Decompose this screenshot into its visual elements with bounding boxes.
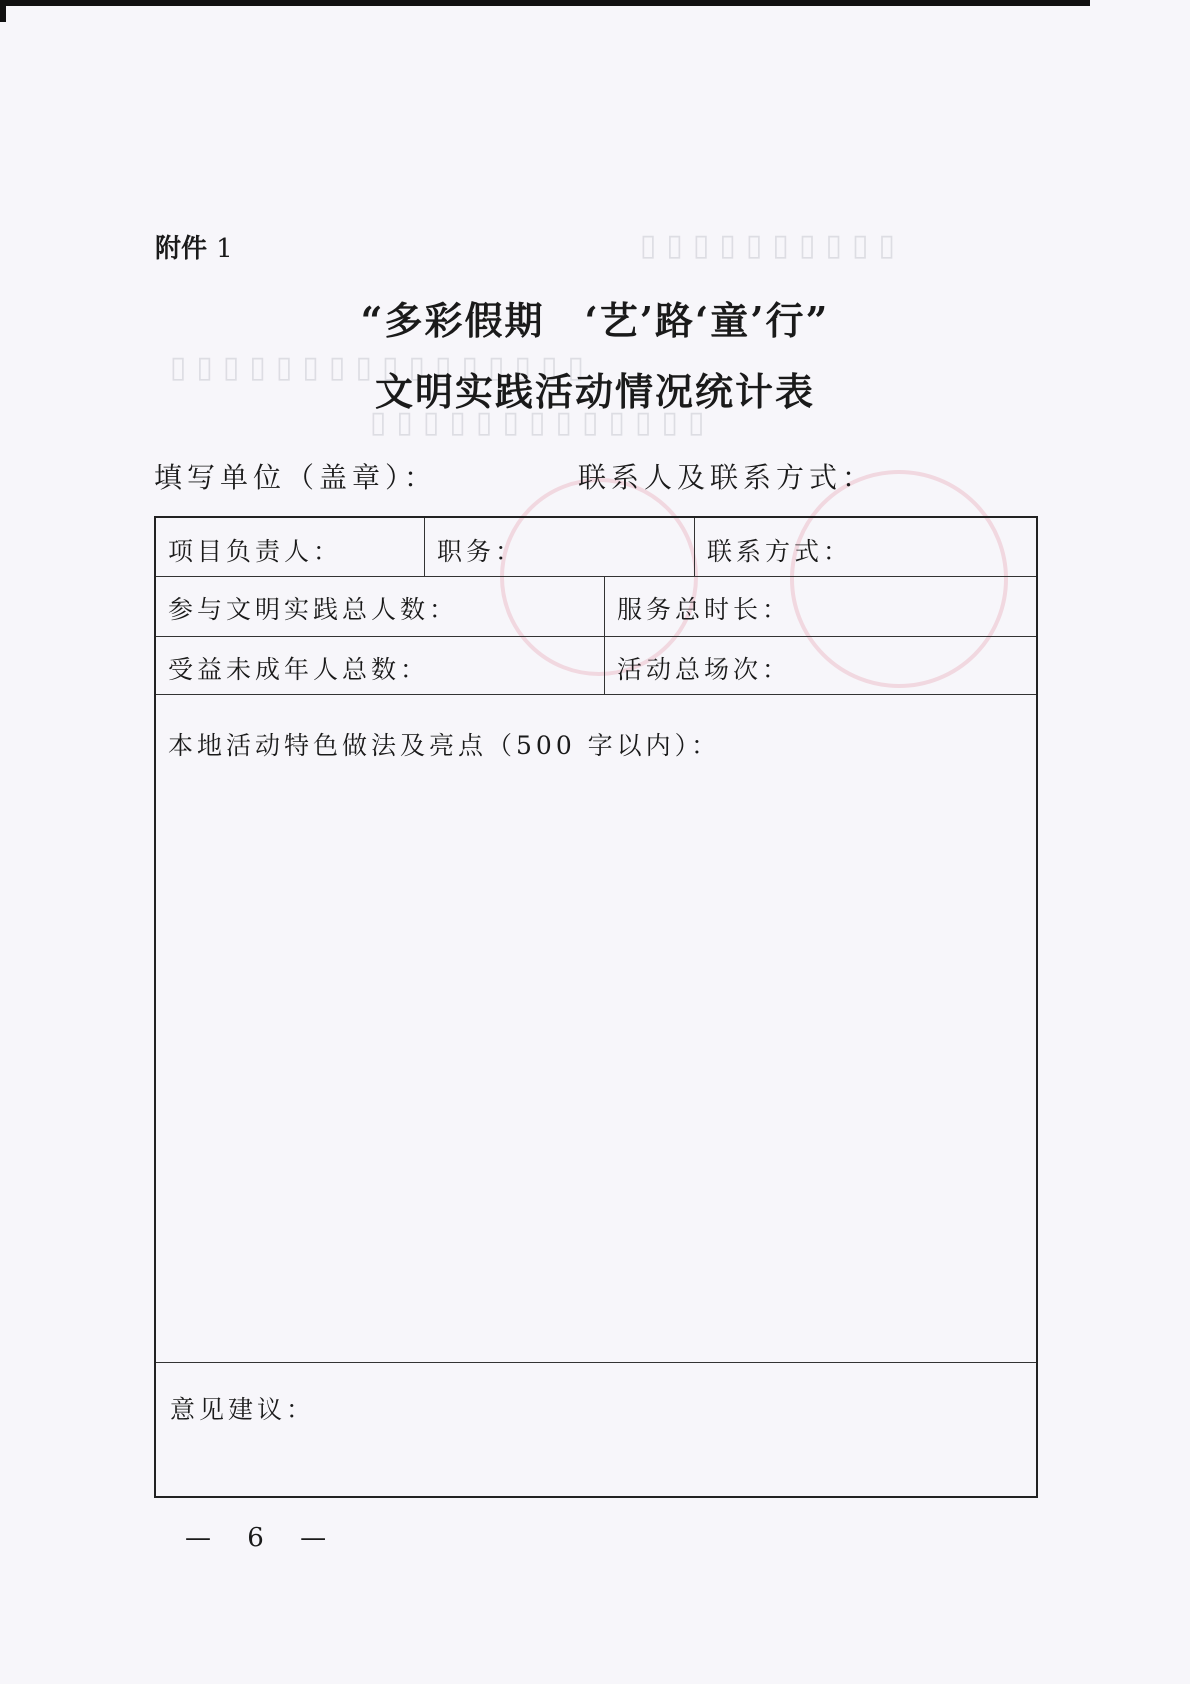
suggestions-label: 意见建议：	[170, 1395, 316, 1424]
table-row-lead	[156, 518, 1036, 577]
scan-edge-top	[0, 0, 1090, 6]
position-label: 职务：	[437, 537, 525, 566]
project-lead-cell[interactable]	[156, 518, 424, 576]
suggestions-cell[interactable]	[156, 1362, 1036, 1496]
contact-method-label: 联系方式：	[707, 537, 853, 566]
page-number: — 6 —	[185, 1523, 341, 1553]
features-highlights-label: 本地活动特色做法及亮点（500 字以内）：	[168, 731, 721, 760]
statistics-form-table	[154, 516, 1038, 1498]
scan-edge-left	[0, 0, 6, 22]
service-hours-cell[interactable]	[604, 576, 1036, 636]
reverse-side-bleed-2: ▯▯▯▯▯▯▯▯▯▯▯▯▯▯▯▯	[160, 350, 585, 385]
reverse-side-bleed-1: ▯▯▯▯▯▯▯▯▯▯	[630, 228, 896, 263]
activity-sessions-label: 活动总场次：	[617, 655, 792, 684]
service-hours-label: 服务总时长：	[617, 595, 792, 624]
contact-method-cell[interactable]	[694, 518, 1036, 576]
activity-sessions-cell[interactable]	[604, 636, 1036, 694]
table-row-beneficiaries	[156, 636, 1036, 695]
table-row-highlights	[156, 694, 1036, 1363]
beneficiary-minors-label: 受益未成年人总数：	[168, 655, 430, 684]
filling-unit-label: 填写单位（盖章）：	[154, 461, 438, 494]
document-title-line-2: 文明实践活动情况统计表	[374, 369, 815, 414]
document-title-line-1: “多彩假期 ‘艺’路‘童’行”	[360, 298, 830, 343]
beneficiary-minors-cell[interactable]	[156, 636, 604, 694]
reverse-side-bleed-3: ▯▯▯▯▯▯▯▯▯▯▯▯▯	[360, 405, 705, 440]
features-highlights-cell[interactable]	[156, 694, 1036, 1362]
table-row-participants	[156, 576, 1036, 637]
position-cell[interactable]	[424, 518, 694, 576]
project-lead-label: 项目负责人：	[168, 537, 343, 566]
attachment-label	[155, 228, 233, 265]
attachment-number: 1	[216, 234, 233, 264]
table-row-suggestions	[156, 1362, 1036, 1496]
total-participants-label: 参与文明实践总人数：	[168, 595, 459, 624]
total-participants-cell[interactable]	[156, 576, 604, 636]
contact-person-label: 联系人及联系方式：	[578, 461, 876, 494]
attachment-label-text: 附件	[155, 234, 208, 264]
